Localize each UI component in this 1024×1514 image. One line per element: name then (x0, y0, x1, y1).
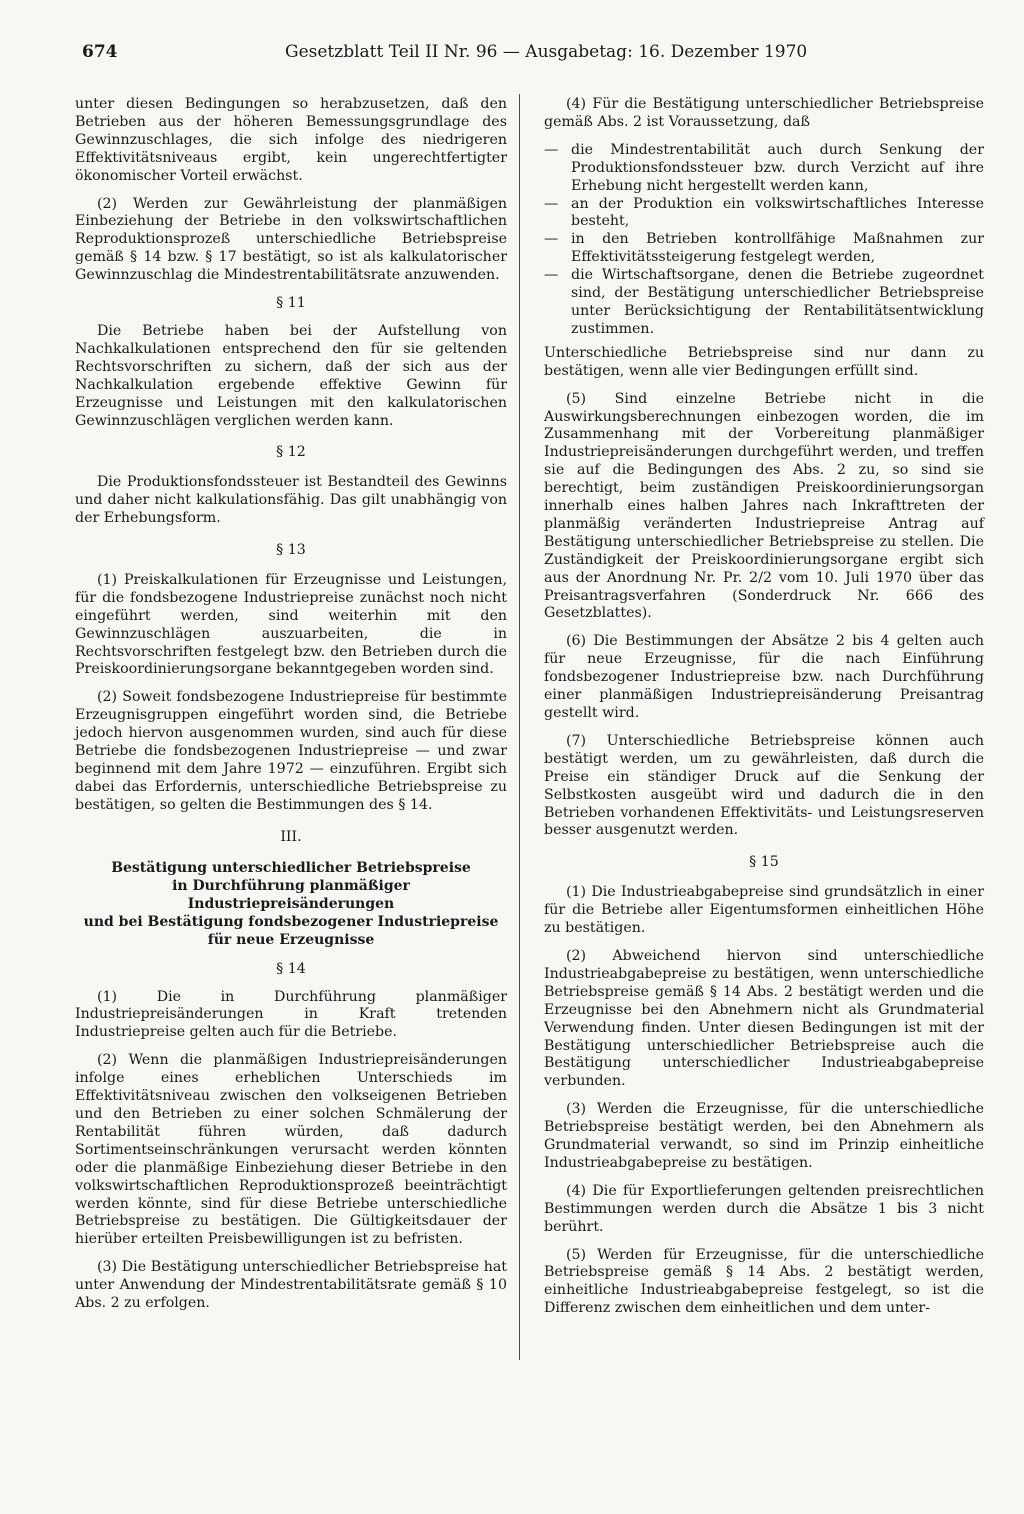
part-title-line: und bei Bestätigung fondsbezogener Industriepreise (83, 913, 499, 930)
list-item: — die Wirtschaftsorgane, denen die Betriebe zugeordnet sind, der Bestätigung unterschiedlicher Betriebspreise unter Berücksichtigung der Rentabilitätsentwicklung zustimmen. (544, 267, 984, 339)
paragraph: (1) Preiskalkulationen für Erzeugnisse und Leistungen, für die fondsbezogene Industriepreise zunächst noch nicht eingeführt werden, sind weiterhin mit den Gewinnzuschlägen auszuarbeiten, die in Rechtsvorschriften festgelegt bzw. den Betrieben durch die Preiskoordinierungsorgane bekanntgegeben worden sind. (75, 571, 507, 678)
paragraph: (5) Sind einzelne Betriebe nicht in die Auswirkungsberechnungen einbezogen worden, die im Zusammenhang mit der Vorbereitung planmäßiger Industriepreisänderungen durchgeführt werden, und treffen sie auf die Bedingungen des Abs. 2 zu, so sind sie berechtigt, beim zuständigen Preiskoordinierungsorgan innerhalb eines halben Jahres nach Inkrafttreten der planmäßig veränderten Industriepreise Antrag auf Bestätigung unterschiedlicher Betriebspreise zu stellen. Die Zuständigkeit der Preiskoordinierungsorgane ergibt sich aus der Anordnung Nr. Pr. 2/2 vom 10. Juli 1970 über das Preisantragsverfahren (Sonderdruck Nr. 666 des Gesetzblattes). (544, 390, 984, 622)
paragraph: (2) Wenn die planmäßigen Industriepreisänderungen infolge eines erheblichen Unterschieds im Effektivitätsniveau zwischen den volkseigenen Betrieben und den Betrieben zu einer solchen Schmälerung der Rentabilität führen würden, daß dadurch Sortimentseinschränkungen verursacht werden könnten oder die planmäßige Einbeziehung dieser Betriebe in den volkswirtschaftlichen Reproduktionsprozeß beeinträchtigt werden könnte, sind für diese Betriebe unterschiedliche Betriebspreise zu bestätigen. Die Gültigkeitsdauer der hierüber erteilten Preisbewilligungen ist zu befristen. (75, 1052, 507, 1248)
page-number: 674 (82, 42, 118, 62)
part-title (75, 859, 507, 949)
part-title-line: in Durchführung planmäßiger Industriepreisänderungen (172, 877, 410, 912)
paragraph: (4) Die für Exportlieferungen geltenden preisrechtlichen Bestimmungen werden durch die Absätze 1 bis 3 nicht berührt. (544, 1182, 984, 1235)
running-title: Gesetzblatt Teil II Nr. 96 — Ausgabetag: 16. Dezember 1970 (285, 42, 808, 62)
page-header (82, 42, 922, 70)
section-heading-11: § 11 (276, 295, 306, 312)
paragraph: (5) Werden für Erzeugnisse, für die unterschiedliche Betriebspreise gemäß § 14 Abs. 2 bestätigt werden, einheitliche Industrieabgabepreise festgelegt, so ist die Differenz zwischen dem einheitlichen und dem unter- (544, 1246, 984, 1317)
part-number: III. (280, 828, 302, 845)
section-heading-15: § 15 (749, 854, 779, 871)
paragraph: (1) Die Industrieabgabepreise sind grundsätzlich in einer für die Betriebe aller Eigentumsformen einheitlichen Höhe zu bestätigen. (544, 884, 984, 937)
column-divider (519, 94, 520, 1360)
paragraph: (3) Die Bestätigung unterschiedlicher Betriebspreise hat unter Anwendung der Mindestrentabilitätsrate gemäß § 10 Abs. 2 zu erfolgen. (75, 1259, 507, 1312)
paragraph: (7) Unterschiedliche Betriebspreise können auch bestätigt werden, um zu gewährleisten, daß durch die Preise ein ständiger Druck auf die Senkung der Selbstkosten ausgeübt wird und dadurch die in den Betrieben vorhandenen Effektivitäts- und Leistungsreserven besser ausgenutzt werden. (544, 732, 984, 839)
paragraph: Die Betriebe haben bei der Aufstellung von Nachkalkulationen entsprechend den für sie geltenden Rechtsvorschriften zu sichern, daß der sich aus der Nachkalkulation ergebende effektive Gewinn für Erzeugnisse und Leistungen mit den kalkulatorischen Gewinnzuschlägen verglichen werden kann. (75, 322, 507, 429)
section-heading-14: § 14 (276, 960, 306, 977)
left-column (75, 96, 507, 1323)
paragraph: (1) Die in Durchführung planmäßiger Industriepreisänderungen in Kraft tretenden Industriepreise gelten auch für die Betriebe. (75, 988, 507, 1041)
section-heading-12: § 12 (276, 444, 306, 461)
paragraph: (4) Für die Bestätigung unterschiedlicher Betriebspreise gemäß Abs. 2 ist Voraussetzung, daß (544, 96, 984, 130)
paragraph: (2) Soweit fondsbezogene Industriepreise für bestimmte Erzeugnisgruppen eingeführt worden sind, die Betriebe jedoch hiervon ausgenommen wurden, sind auch für diese Betriebe die fondsbezogenen Industriepreise — und zwar beginnend mit dem Jahre 1972 — einzuführen. Ergibt sich dabei das Erfordernis, unterschiedliche Betriebspreise zu bestätigen, so gelten die Bestimmungen des § 14. (75, 689, 507, 813)
paragraph: Die Produktionsfondssteuer ist Bestandteil des Gewinns und daher nicht kalkulationsfähig. Das gilt unabhängig von der Erhebungsform. (75, 474, 507, 527)
part-title-line: Bestätigung unterschiedlicher Betriebspreise (111, 859, 471, 876)
right-column (544, 96, 984, 1328)
list-item: — die Mindestrentabilität auch durch Senkung der Produktionsfondssteuer bzw. durch Verzicht auf ihre Erhebung nicht hergestellt werden kann, (544, 142, 984, 196)
part-title-line: für neue Erzeugnisse (207, 931, 375, 948)
section-heading-13: § 13 (276, 542, 306, 559)
list-item: — an der Produktion ein volkswirtschaftliches Interesse besteht, (544, 196, 984, 232)
paragraph: (2) Abweichend hiervon sind unterschiedliche Industrieabgabepreise zu bestätigen, wenn unterschiedliche Betriebspreise gemäß § 14 Abs. 2 bestätigt werden und die Erzeugnisse bei den Abnehmern nicht als Grundmaterial Verwendung finden. Unter diesen Bedingungen ist mit der Bestätigung unterschiedlicher Betriebspreise auch die Bestätigung unterschiedlicher Industrieabgabepreise verbunden. (544, 947, 984, 1090)
paragraph: (3) Werden die Erzeugnisse, für die unterschiedliche Betriebspreise bestätigt werden, bei den Abnehmern als Grundmaterial verwandt, so sind im Prinzip einheitliche Industrieabgabepreise zu bestätigen. (544, 1101, 984, 1171)
list-item: — in den Betrieben kontrollfähige Maßnahmen zur Effektivitätssteigerung festgelegt werden, (544, 231, 984, 267)
paragraph: Unterschiedliche Betriebspreise sind nur dann zu bestätigen, wenn alle vier Bedingungen erfüllt sind. (544, 344, 984, 379)
paragraph: (6) Die Bestimmungen der Absätze 2 bis 4 gelten auch für neue Erzeugnisse, für die nach Einführung fondsbezogener Industriepreise bzw. nach Durchführung einer planmäßigen Industriepreisänderung Preisantrag gestellt wird. (544, 633, 984, 721)
condition-list (544, 142, 984, 339)
paragraph: unter diesen Bedingungen so herabzusetzen, daß den Betrieben aus der höheren Bemessungsgrundlage des Gewinnzuschlages, die sich infolge des niedrigeren Effektivitätsniveaus ergibt, kein ungerechtfertigter ökonomischer Vorteil erwächst. (75, 96, 507, 184)
paragraph: (2) Werden zur Gewährleistung der planmäßigen Einbeziehung der Betriebe in den volkswirtschaftlichen Reproduktionsprozeß unterschiedliche Betriebspreise gemäß § 14 bzw. § 17 bestätigt, so ist als kalkulatorischer Gewinnzuschlag die Mindestrentabilitätsrate anzuwenden. (75, 195, 507, 284)
